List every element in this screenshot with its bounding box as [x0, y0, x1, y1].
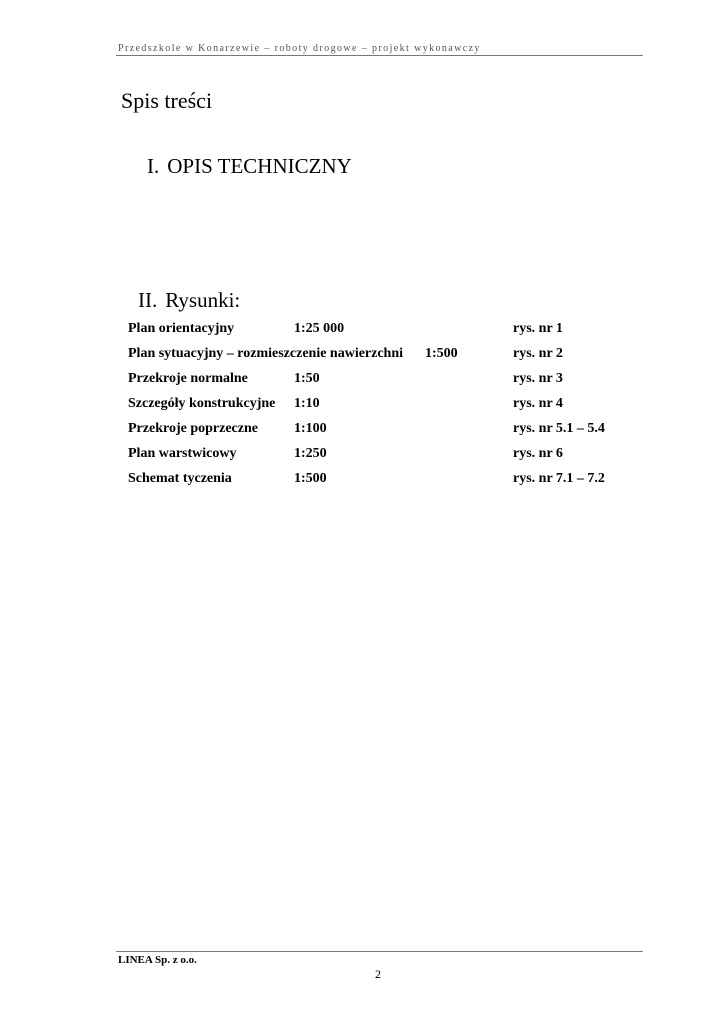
drawing-row	[128, 396, 628, 421]
footer-divider	[116, 951, 643, 952]
drawing-row	[128, 471, 628, 496]
drawing-row	[128, 446, 628, 471]
drawing-name: Plan orientacyjny	[128, 321, 235, 336]
drawing-ref: rys. nr 7.1 – 7.2	[513, 471, 605, 486]
drawing-ref: rys. nr 1	[513, 321, 563, 336]
drawing-row	[128, 321, 628, 346]
drawing-ref: rys. nr 3	[513, 371, 563, 386]
drawing-name: Przekroje normalne	[128, 371, 248, 386]
drawing-name: Plan sytuacyjny – rozmieszczenie nawierzchni	[128, 346, 404, 361]
drawing-scale: 1:500	[425, 346, 458, 361]
drawing-ref: rys. nr 4	[513, 396, 563, 411]
section-title: Rysunki:	[165, 288, 241, 312]
drawing-scale: 1:100	[294, 421, 327, 436]
drawings-list	[128, 321, 628, 496]
page-number: 2	[375, 967, 381, 981]
section-title: OPIS TECHNICZNY	[167, 154, 352, 178]
toc-title: Spis treści	[121, 88, 213, 113]
drawing-name: Plan warstwicowy	[128, 446, 237, 461]
drawing-scale: 1:50	[294, 371, 320, 386]
drawing-ref: rys. nr 5.1 – 5.4	[513, 421, 605, 436]
drawing-ref: rys. nr 2	[513, 346, 563, 361]
drawing-name: Szczegóły konstrukcyjne	[128, 396, 276, 411]
footer-company: LINEA Sp. z o.o.	[118, 954, 197, 966]
header-divider	[116, 55, 643, 56]
drawing-scale: 1:250	[294, 446, 327, 461]
drawing-ref: rys. nr 6	[513, 446, 563, 461]
section-number: II.	[138, 288, 158, 312]
drawing-name: Przekroje poprzeczne	[128, 421, 258, 436]
drawing-row	[128, 421, 628, 446]
section-number: I.	[147, 154, 160, 178]
drawing-scale: 1:10	[294, 396, 320, 411]
drawing-scale: 1:25 000	[294, 321, 345, 336]
drawing-name: Schemat tyczenia	[128, 471, 232, 486]
drawing-row	[128, 346, 628, 371]
drawing-row	[128, 371, 628, 396]
section-rysunki	[138, 288, 240, 313]
drawing-scale: 1:500	[294, 471, 327, 486]
header-text: Przedszkole w Konarzewie – roboty drogowe – projekt wykonawczy	[118, 43, 481, 54]
section-opis-techniczny	[147, 154, 352, 179]
